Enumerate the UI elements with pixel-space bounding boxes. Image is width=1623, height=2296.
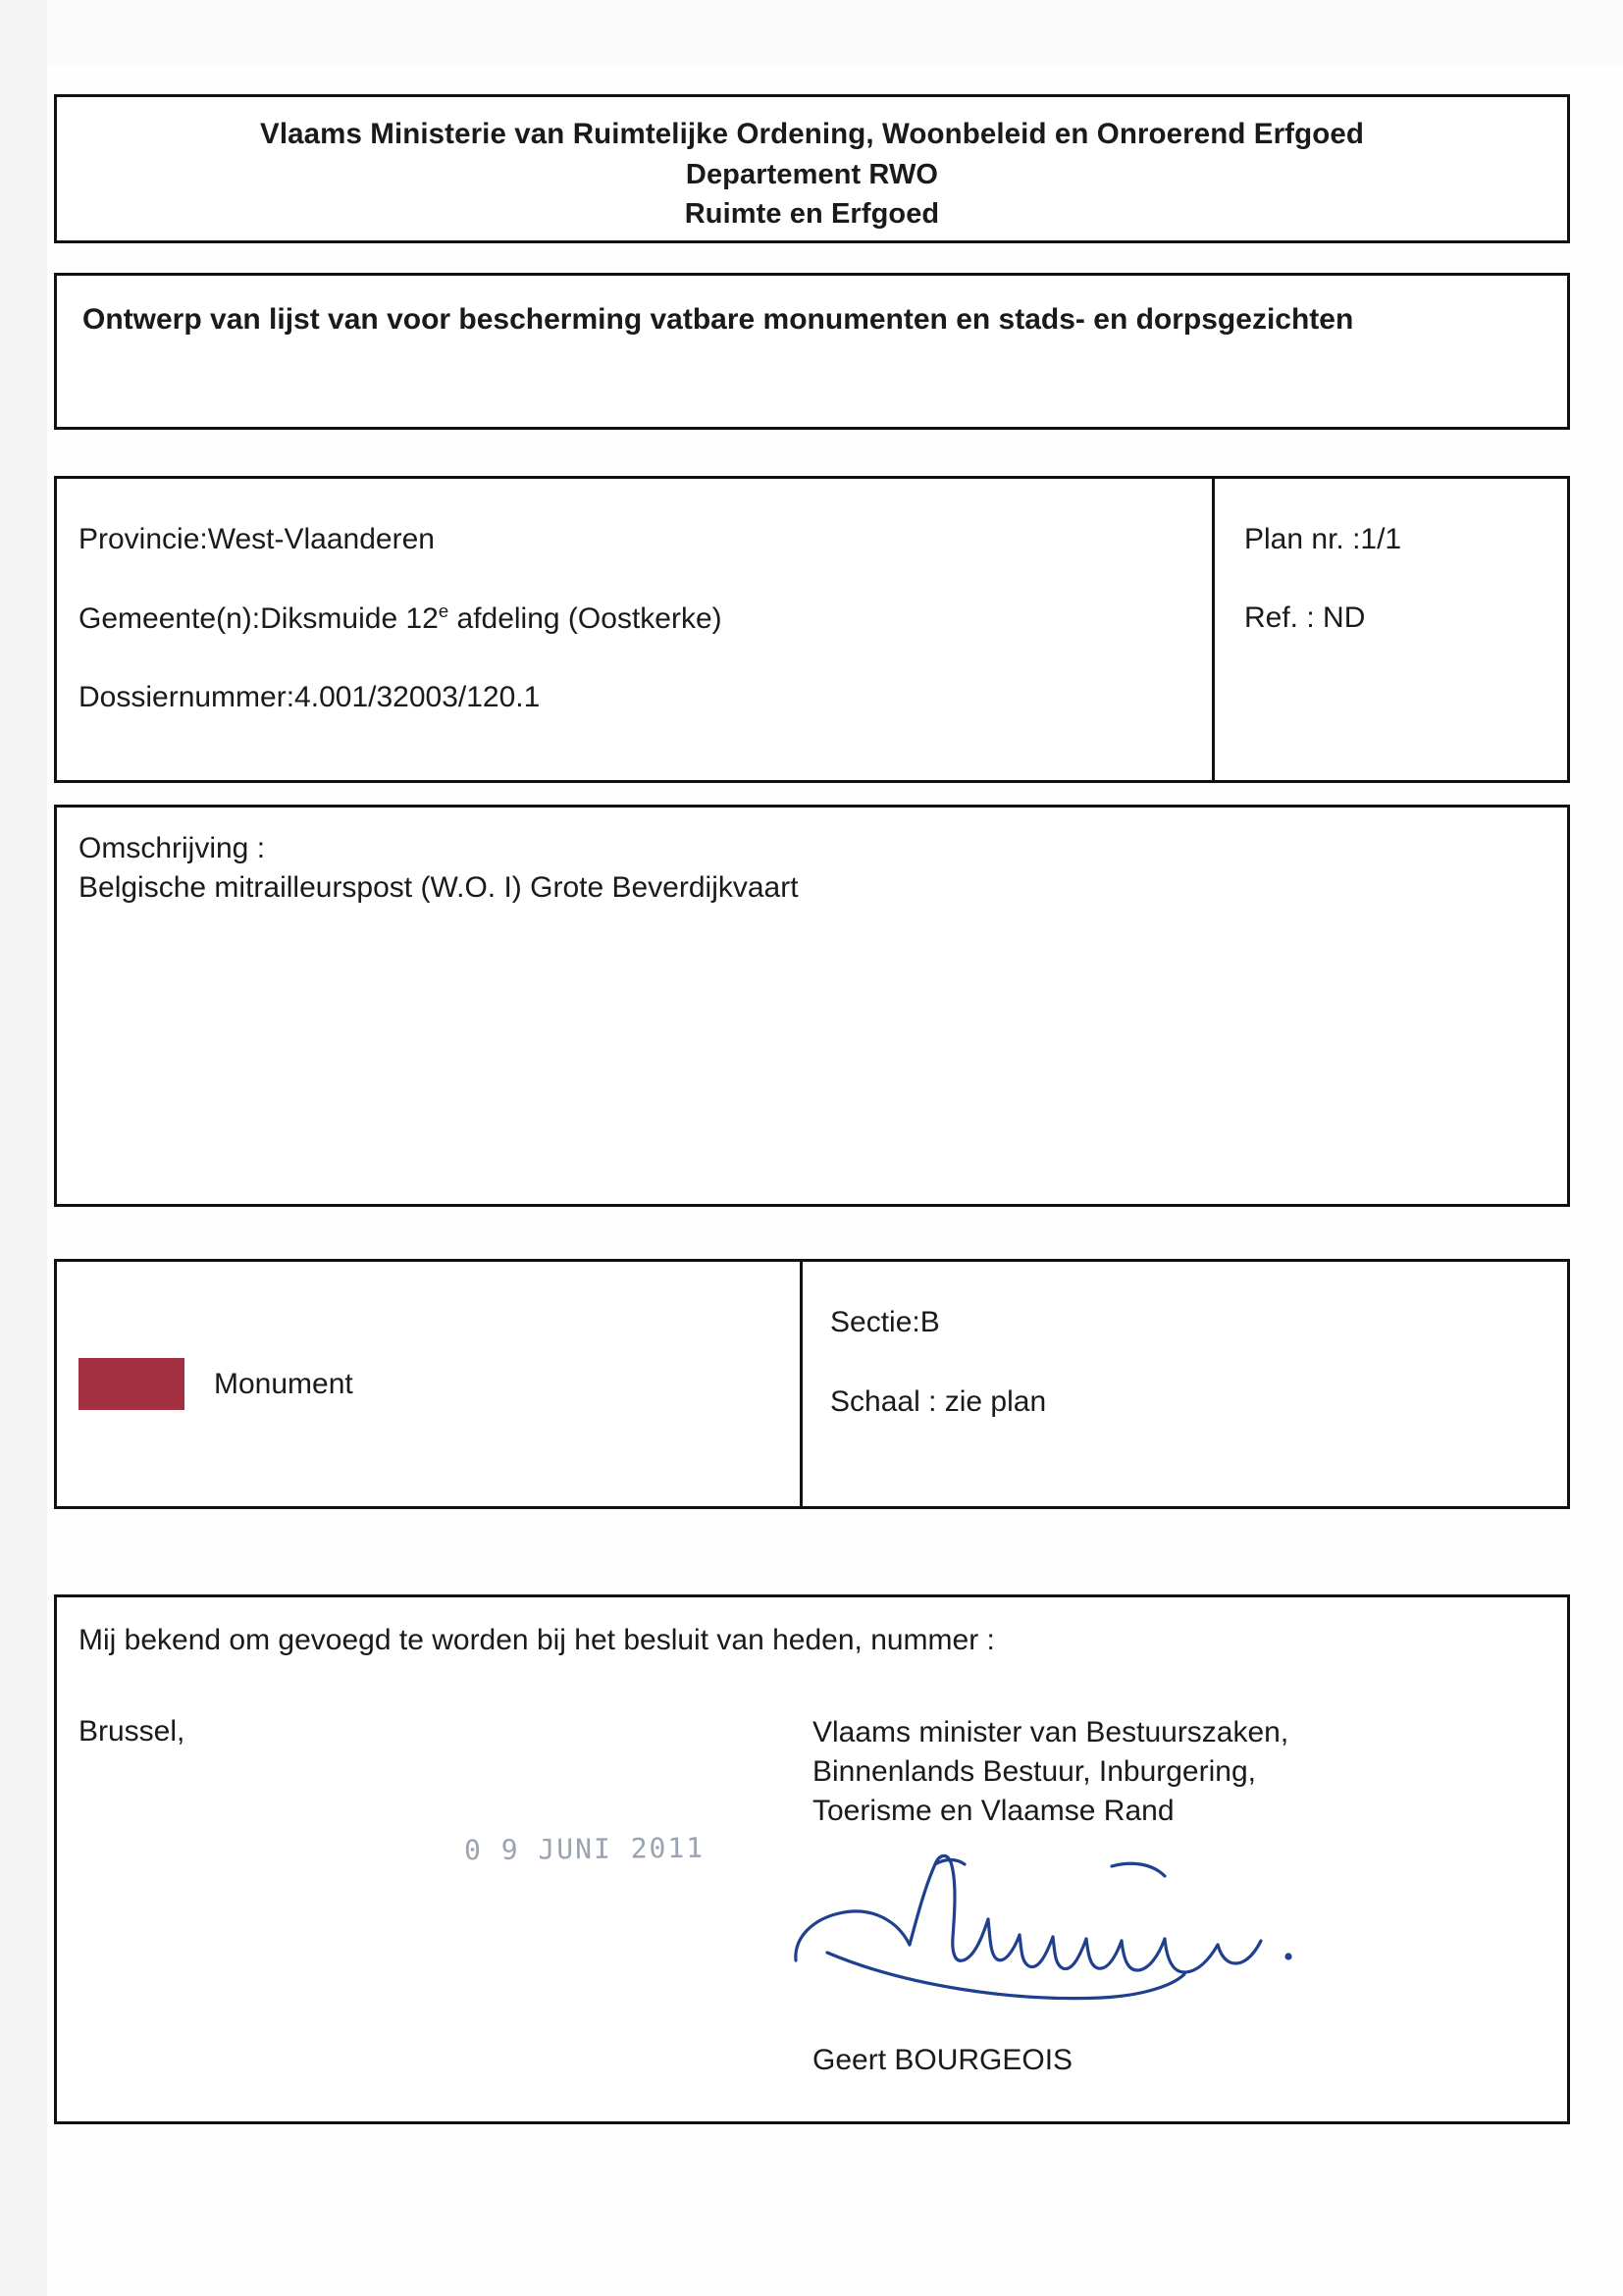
ministry-header-box xyxy=(54,94,1570,243)
municipality-ordinal-suffix: e xyxy=(438,600,449,621)
signature-box xyxy=(54,1594,1570,2124)
signature-city: Brussel, xyxy=(79,1715,185,1748)
identification-right-column xyxy=(1215,479,1567,780)
identification-box xyxy=(54,476,1570,783)
dossier-row: Dossiernummer:4.001/32003/120.1 xyxy=(79,681,541,713)
ministry-name: Vlaams Ministerie van Ruimtelijke Ordening, Woonbeleid en Onroerend Erfgoed xyxy=(260,118,1364,150)
signature-intro-text: Mij bekend om gevoegd te worden bij het besluit van heden, nummer : xyxy=(79,1624,995,1656)
plan-number-row: Plan nr. :1/1 xyxy=(1244,523,1402,555)
minister-title-line-1: Vlaams minister van Bestuurszaken, xyxy=(812,1716,1289,1748)
legend-left-cell xyxy=(57,1262,803,1506)
section-row: Sectie:B xyxy=(830,1306,940,1338)
municipality-row xyxy=(79,600,1212,637)
reference-row: Ref. : ND xyxy=(1244,601,1366,634)
legend-right-cell xyxy=(803,1262,1567,1506)
department-name: Departement RWO xyxy=(685,158,939,190)
minister-title-block xyxy=(812,1713,1288,1831)
description-box xyxy=(54,805,1570,1207)
scan-edge-left xyxy=(0,0,47,2296)
scan-edge-top xyxy=(0,0,1623,65)
date-stamp: 0 9 JUNI 2011 xyxy=(463,1831,706,1867)
signatory-name: Geert BOURGEOIS xyxy=(812,2044,1073,2076)
province-row: Provincie:West-Vlaanderen xyxy=(79,523,435,555)
legend-section-box xyxy=(54,1259,1570,1509)
monument-color-swatch xyxy=(79,1358,184,1410)
description-value: Belgische mitrailleurspost (W.O. I) Grote Beverdijkvaart xyxy=(79,871,799,905)
document-title-box xyxy=(54,273,1570,430)
division-name: Ruimte en Erfgoed xyxy=(684,197,940,230)
monument-legend-label: Monument xyxy=(214,1367,353,1400)
scale-row: Schaal : zie plan xyxy=(830,1385,1047,1418)
description-label: Omschrijving : xyxy=(79,832,266,864)
page-title: Ontwerp van lijst van voor bescherming vatbare monumenten en stads- en dorpsgezichten xyxy=(82,303,1354,336)
minister-title-line-3: Toerisme en Vlaamse Rand xyxy=(812,1794,1175,1827)
municipality-prefix: Gemeente(n):Diksmuide 12 xyxy=(79,602,439,635)
handwritten-signature xyxy=(788,1843,1396,2029)
minister-title-line-2: Binnenlands Bestuur, Inburgering, xyxy=(812,1754,1256,1788)
municipality-suffix: afdeling (Oostkerke) xyxy=(448,602,722,635)
identification-left-column xyxy=(57,479,1215,780)
